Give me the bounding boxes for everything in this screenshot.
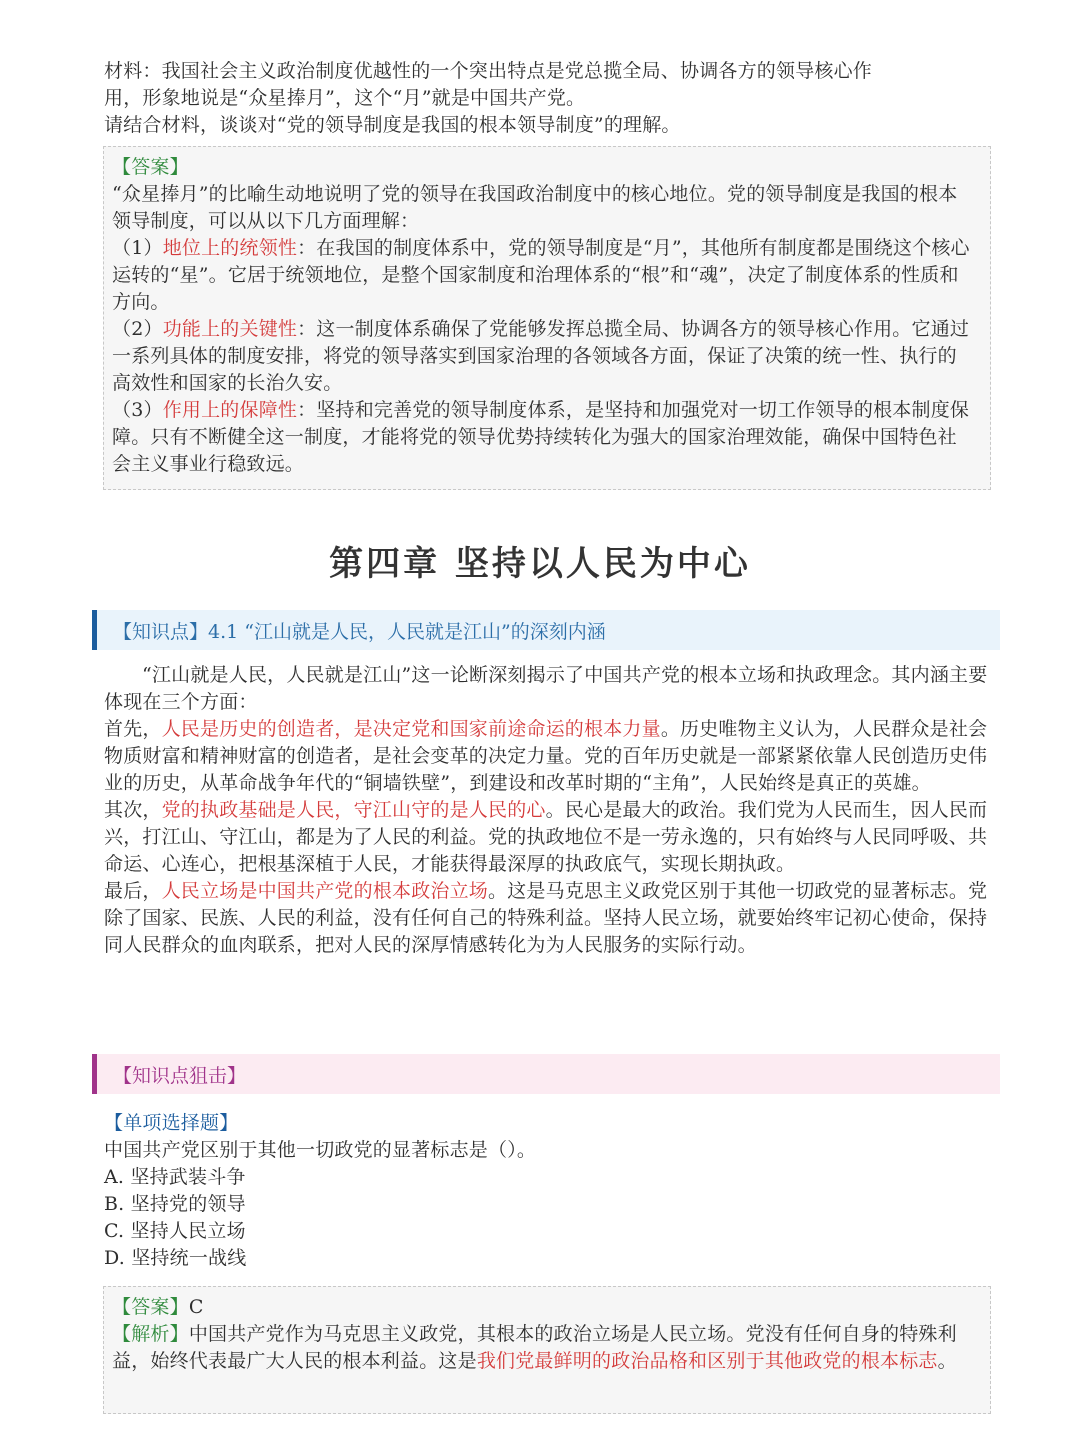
mcq-label: 【单项选择题】: [104, 1112, 239, 1134]
point-text: ：在我国的制度体系中，党的领导制度是“月”，其他所有制度都是围绕这个核心运转的“星”。它居于统领地位，是整个国家制度和治理体系的“根”和“魂”，决定了制度体系的性质和方向。: [112, 237, 970, 313]
point-number: （1）: [112, 237, 163, 259]
knowledge-point-title: “江山就是人民，人民就是江山”的深刻内涵: [244, 620, 606, 643]
point-number: （3）: [112, 399, 163, 421]
point-text: 。这是马克思主义政党区别于其他一切政党的显著标志。党除了国家、民族、人民的利益，没有任何自己的特殊利益。坚持人民立场，就要始终牢记初心使命，保持同人民群众的血肉联系，把对人民的深厚情感转化为为人民服务的实际行动。: [104, 880, 988, 956]
material-paragraph: [104, 58, 984, 139]
point-title: 地位上的统领性: [162, 237, 298, 259]
point-text: ：这一制度体系确保了党能够发挥总揽全局、协调各方的领导核心作用。它通过一系列具体的制度安排，将党的领导落实到国家治理的各领域各方面，保证了决策的统一性、执行的高效性和国家的长治久安。: [112, 318, 970, 394]
point-text: ：坚持和完善党的领导制度体系，是坚持和加强党对一切工作领导的根本制度保障。只有不断健全这一制度，才能将党的领导优势持续转化为强大的国家治理效能，确保中国特色社会主义事业行稳致远。: [112, 399, 970, 475]
knowledge-intro: “江山就是人民，人民就是江山”这一论断深刻揭示了中国共产党的根本立场和执政理念。其内涵主要体现在三个方面：: [104, 664, 988, 713]
mcq-option-c: C. 坚持人民立场: [104, 1220, 246, 1242]
mcq-question: 中国共产党区别于其他一切政党的显著标志是（）。: [104, 1139, 537, 1161]
analysis-text: 中国共产党作为马克思主义政党，其根本的政治立场是人民立场。党没有任何自身的特殊利益，始终代表最广大人民的根本利益。这是: [112, 1323, 957, 1372]
answer-2-value: C: [188, 1296, 204, 1318]
knowledge-point-bar: [92, 610, 1000, 650]
analysis-label: 【解析】: [112, 1323, 189, 1345]
point-title: 作用上的保障性: [162, 399, 298, 421]
mcq-section: [104, 1110, 984, 1272]
mcq-option-b: B. 坚持党的领导: [104, 1193, 246, 1215]
point-title: 功能上的关键性: [162, 318, 298, 340]
point-number: （2）: [112, 318, 163, 340]
knowledge-sniper-bar: [92, 1054, 1000, 1094]
material-line-2: 用，形象地说是“众星捧月”，这个“月”就是中国共产党。: [104, 87, 586, 109]
knowledge-point-prefix: 【知识点】4.1: [113, 620, 245, 643]
point-highlight: 人民是历史的创造者，是决定党和国家前途命运的根本力量: [161, 718, 661, 740]
point-text: 。民心是最大的政治。我们党为人民而生，因人民而兴，打江山、守江山，都是为了人民的利益。党的执政地位不是一劳永逸的，只有始终与人民同呼吸、共命运、心连心，把根基深植于人民，才能获得最深厚的执政底气，实现长期执政。: [104, 799, 988, 875]
point-highlight: 人民立场是中国共产党的根本政治立场: [161, 880, 489, 902]
analysis-end: 。: [937, 1350, 957, 1372]
knowledge-sniper-title: 【知识点狙击】: [113, 1064, 247, 1087]
knowledge-point-3: [104, 878, 988, 959]
knowledge-content: [104, 662, 988, 959]
knowledge-point-2: [104, 797, 988, 878]
answer-2-analysis: [112, 1321, 972, 1375]
answer-1-point-3: [112, 397, 972, 478]
point-highlight: 党的执政基础是人民，守江山守的是人民的心: [161, 799, 546, 821]
knowledge-point-1: [104, 716, 988, 797]
material-line-3: 请结合材料，谈谈对“党的领导制度是我国的根本领导制度”的理解。: [104, 114, 681, 136]
answer-1-point-1: [112, 235, 972, 316]
mcq-option-d: D. 坚持统一战线: [104, 1247, 247, 1269]
answer-1-intro: “众星捧月”的比喻生动地说明了党的领导在我国政治制度中的核心地位。党的领导制度是我国的根本领导制度，可以从以下几方面理解：: [112, 183, 958, 232]
answer-2-label: 【答案】: [112, 1296, 189, 1318]
answer-1-label: 【答案】: [112, 156, 189, 178]
answer-1-content: [112, 154, 972, 478]
point-lead: 最后，: [104, 880, 162, 902]
answer-1-point-2: [112, 316, 972, 397]
point-lead: 其次，: [104, 799, 162, 821]
analysis-highlight: 我们党最鲜明的政治品格和区别于其他政党的根本标志: [476, 1350, 938, 1372]
answer-2-content: [112, 1294, 972, 1375]
point-lead: 首先，: [104, 718, 162, 740]
answer-2-line: [112, 1294, 972, 1321]
chapter-title: 第四章 坚持以人民为中心: [329, 544, 751, 584]
material-line-1: 材料：我国社会主义政治制度优越性的一个突出特点是党总揽全局、协调各方的领导核心作: [104, 60, 873, 82]
point-text: 。历史唯物主义认为，人民群众是社会物质财富和精神财富的创造者，是社会变革的决定力量。党的百年历史就是一部紧紧依靠人民创造历史伟业的历史，从革命战争年代的“铜墙铁壁”，到建设和改革时期的“主角”，人民始终是真正的英雄。: [104, 718, 988, 794]
mcq-option-a: A. 坚持武装斗争: [104, 1166, 246, 1188]
